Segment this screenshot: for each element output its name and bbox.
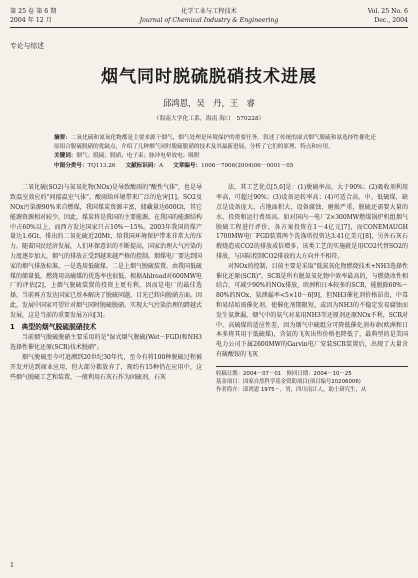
abstract-text: 二氧化硫和氮氧化物都是主要来源于烟气，烟气处理是环境保护的重要任务。叙述了传统的湿式烟气脱硫和氨选择性催化还原组合脱硫脱硝的优缺点，介绍了几种烟气同时脱硫脱硝的技术及其最新进展，分析了它们的原理、特点和应用。	[54, 135, 376, 150]
journal-name-cn: 化学工业与工程技术	[181, 8, 237, 15]
abstract-block	[54, 134, 376, 170]
fund-note: 基金项目：国家自然科学基金资助项目(项目编号20206006)	[216, 378, 361, 385]
footnote	[216, 366, 408, 395]
art-value: 1006－7906(2004)06－0001－05	[201, 162, 294, 169]
art-label: 文章编号：	[173, 162, 202, 169]
header-center	[90, 8, 328, 25]
section-heading-1: 1 典型的烟气脱硫脱硝技术	[10, 322, 97, 331]
section1-paragraph-1: 当前烟气脱硫脱硝主要采用的是"湿式烟气脱硫(Wet－FGD)和NH3选择性催化还原(SCR)技术脱硝"。	[10, 334, 202, 352]
right-column	[216, 183, 408, 394]
page-number: 1	[10, 562, 15, 569]
section1-paragraph-2: 烟气脱硫至今可追溯到20世纪30年代，至今有将100种脱硫过程被开发并达到商业应用，但大部分都放弃了，现约有15种仍在应用中，这些烟气脱硫工艺和装置，一般利用石灰石作为固硫剂，石灰	[10, 353, 202, 381]
intro-paragraph: 二氧化硫(SO2)与氮氧化物(NOx)是导致酸雨的"酸性气体"，也是导致温室效应的"间接温室气体"。酸雨给环境带来广泛的危害[1]。SO2及NOx污染源90%来自燃煤，我国煤炭资源丰富，储藏量达600Gt，其它能源资源相对较少，因此，煤炭将是我国的主要能源。在我国的能源结构中占60%以上，而西方发达国家只占10%～15%。2003年我国的煤产量达1.6Gt，排出的二氧化硫近20Mt，给我国环境保护带来非常大的压力。随着国民经济发展，人们环保意识的不断提高，国家治理大气污染的力度逐步加大，烟气的排放正受到越来越严格的控制。烟煤电厂要达到国家的烟气排放标准，一是选用低硫煤，二是上烟气脱硫装置。由我国低硫煤的储量低，燃烧用高硫煤的优选率也很低，根据Ahlroad对600MW电厂的评估[2]，上烟气脱硫装置的投资上更有利，因而是电厂的最佳选择。当前再方发达国家已基本解决了脱硫问题，目光已转向脱硝方面。因此，发展中国家可望针对烟气同时脱硫脱硝。实现大气污染治理的跨越式发展，这是当前的重要发展方向[3]。	[10, 184, 203, 319]
right-paragraph-2: 对NOx的控制，目前主要是采取"低氮氧化物燃烧技术+NH3选择性催化还原(SCR)"。SCR是所有脱氮氧化物中效率最高的，与燃烧改性相结合，可减少90%的NOx排放，欧洲和日本较多的SCR，能脱除60%～80%的NOx，氨泄漏率<5×10－6[9]，但NH3催化剂价格昂贵，中毒和易结垢需催化剂，使催化剂期限短，或因为NH3的不稳定发易腐蚀而发生氨泄漏，烟气中的氨气对某用NH3等还原剂还原NOx不利，SCR对中、高硫煤的适应性差，因为烟气中硫组分可降低催化剂寿命(欧洲和日本多将其用于低硫煤)，含氨的飞灰出售价格也降低了，最典型的是美国电力公司下属2600MW的Garvin电厂安装SCR装置后，出现了大量含有硫酸铵的飞灰	[216, 262, 408, 358]
keywords	[54, 152, 376, 161]
doc-value: A	[159, 162, 164, 169]
header-rule	[10, 27, 408, 28]
header-left	[10, 8, 90, 25]
abstract	[54, 134, 376, 151]
article-title: 烟气同时脱硫脱硝技术进展	[101, 67, 317, 87]
received-date: 收稿日期：2004－07－01 修回日期：2004－10－25	[216, 370, 352, 377]
header-right	[328, 8, 408, 25]
date-cn: 2004 年 12 月	[10, 16, 52, 24]
doc-code	[125, 162, 163, 171]
volume-en: Vol. 25 No. 6	[367, 8, 408, 15]
right-paragraph-1: 法，其工艺优点[5,6]是：(1)脱硫率高，大于90%；(2)吸收剂利用率高，可超过90%；(3)设备运转率高；(4)可适合高、中、低硫煤，缺点是设备庞大，占地面积大，设备腐蚀、磨损严重，脱硫还需要大量的水，投资和运行费用高。如对国内一电厂2×300MW燃煤锅炉机组烟气脱硫工程进行评价，各方案投资在1～4亿元[7]，而CONEMAUGH 1700MW电厂FGD装置两个洗涤塔投资达3.41亿美元[8]，另外石灰石煅烧造成CO2的排放成倍增多，该类工艺的实施就是用CO2代替SO2的排放，与国际控制CO2排放的大方向并不相符。	[216, 184, 408, 260]
keywords-text: 烟气；脱硫；脱硝；电子束；脉冲电晕放电；吸附	[76, 153, 200, 160]
doc-label: 文献标识码：	[125, 162, 160, 169]
column-tag: 专论与综述	[10, 42, 44, 50]
volume-cn: 第 25 卷 第 6 期	[10, 8, 57, 15]
authors: 邱鸿恩，吴 丹，王 睿	[162, 98, 256, 108]
clc-number	[54, 162, 115, 171]
keywords-label: 关键词：	[54, 153, 77, 160]
clc-label: 中图分类号：	[54, 162, 88, 169]
clc-value: TQ113.26	[87, 162, 116, 169]
author-bio: 作者简介：邱鸿恩 1975－，男，四川南江人，助士研究生，从	[216, 387, 367, 394]
affiliation: （海南大学化工系，海南 海口 570228）	[153, 116, 265, 122]
body-columns	[10, 183, 408, 394]
classification-line	[54, 162, 376, 171]
running-header	[10, 8, 408, 25]
abstract-label: 摘要：	[54, 135, 71, 141]
date-en: Dec., 2004	[374, 16, 408, 24]
left-column	[10, 183, 202, 394]
journal-name-en: Journal of Chemical Industry & Engineering	[139, 16, 279, 24]
article-number	[173, 162, 293, 171]
